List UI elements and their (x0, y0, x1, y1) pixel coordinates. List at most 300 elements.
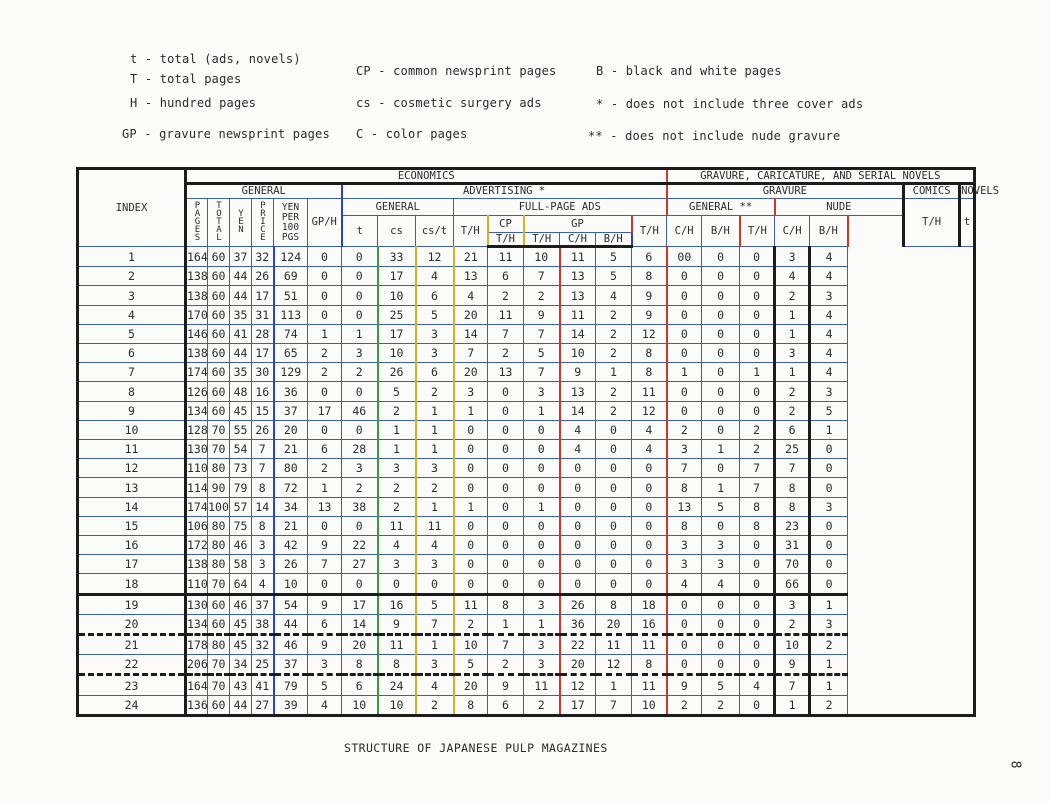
table-cell: 1 (775, 363, 810, 382)
table-cell: 0 (524, 440, 560, 459)
table-cell: 3 (454, 382, 488, 401)
table-cell: 22 (342, 536, 378, 555)
table-cell: 2 (810, 695, 848, 715)
n-th-header: T/H (740, 216, 775, 247)
table-cell: 3 (667, 536, 702, 555)
table-cell: 46 (230, 536, 252, 555)
table-cell: 9 (488, 675, 524, 695)
table-cell: 4 (252, 574, 274, 594)
table-cell: 0 (702, 324, 740, 343)
table-cell: 2 (596, 344, 632, 363)
table-cell: 3 (524, 594, 560, 614)
table-cell: 4 (810, 363, 848, 382)
adv-cs-t-header: cs/t (416, 216, 454, 247)
table-cell: 60 (208, 324, 230, 343)
table-cell: 0 (667, 344, 702, 363)
table-cell: 0 (560, 516, 596, 535)
table-cell: 6 (416, 286, 454, 305)
table-cell: 79 (274, 675, 308, 695)
table-cell: 0 (454, 555, 488, 574)
table-cell: 9 (308, 635, 342, 655)
table-cell: 3 (702, 536, 740, 555)
table-cell: 11 (632, 675, 667, 695)
table-cell: 13 (560, 267, 596, 286)
table-cell: 60 (208, 401, 230, 420)
table-cell: 0 (740, 574, 775, 594)
table-cell: 70 (208, 574, 230, 594)
table-cell: 11 (454, 594, 488, 614)
table-cell: 0 (488, 497, 524, 516)
table-cell: 2 (775, 401, 810, 420)
table-cell: 8 (667, 478, 702, 497)
gravure-header: GRAVURE (667, 184, 904, 199)
gg-th-header: T/H (632, 216, 667, 247)
table-row (78, 363, 975, 382)
table-cell: 6 (632, 247, 667, 267)
table-cell: 0 (702, 614, 740, 634)
row-index: 4 (78, 305, 186, 324)
table-cell: 8 (252, 516, 274, 535)
table-cell: 00 (667, 247, 702, 267)
table-cell: 37 (274, 401, 308, 420)
table-cell: 1 (416, 440, 454, 459)
table-cell: 0 (524, 536, 560, 555)
table-cell: 11 (560, 305, 596, 324)
table-cell: 0 (740, 635, 775, 655)
table-cell: 0 (702, 363, 740, 382)
table-cell: 31 (252, 305, 274, 324)
table-cell: 8 (632, 655, 667, 675)
table-cell: 0 (632, 574, 667, 594)
table-cell: 3 (252, 555, 274, 574)
table-cell: 3 (775, 594, 810, 614)
legend-C: C - color pages (356, 127, 468, 141)
table-cell: 35 (230, 363, 252, 382)
table-cell: 1 (416, 401, 454, 420)
table-row (78, 516, 975, 535)
row-index: 22 (78, 655, 186, 675)
table-cell: 172 (186, 536, 208, 555)
table-cell: 2 (454, 614, 488, 634)
table-cell: 12 (560, 675, 596, 695)
table-cell: 8 (632, 267, 667, 286)
table-cell: 1 (378, 420, 416, 439)
table-cell: 0 (667, 286, 702, 305)
table-cell: 8 (667, 516, 702, 535)
table-cell: 9 (560, 363, 596, 382)
table-cell: 2 (667, 695, 702, 715)
nude-header: NUDE (775, 199, 904, 216)
table-cell: 32 (252, 247, 274, 267)
table-cell: 2 (667, 420, 702, 439)
table-cell: 7 (488, 635, 524, 655)
table-cell: 4 (775, 267, 810, 286)
table-cell: 113 (274, 305, 308, 324)
table-cell: 0 (740, 344, 775, 363)
table-cell: 0 (488, 574, 524, 594)
table-cell: 3 (342, 344, 378, 363)
table-cell: 10 (342, 695, 378, 715)
table-cell: 38 (252, 614, 274, 634)
table-cell: 7 (524, 267, 560, 286)
legend-star: * - does not include three cover ads (596, 97, 864, 111)
table-cell: 2 (488, 344, 524, 363)
table-cell: 6 (775, 420, 810, 439)
table-cell: 6 (416, 363, 454, 382)
index-header: INDEX (78, 169, 186, 247)
table-cell: 27 (342, 555, 378, 574)
table-cell: 11 (378, 516, 416, 535)
row-index: 16 (78, 536, 186, 555)
table-cell: 0 (740, 401, 775, 420)
table-cell: 1 (596, 675, 632, 695)
table-cell: 20 (342, 635, 378, 655)
table-cell: 0 (596, 536, 632, 555)
price-col-header (252, 199, 274, 247)
table-cell: 14 (454, 324, 488, 343)
table-cell: 134 (186, 614, 208, 634)
table-cell: 2 (308, 363, 342, 382)
table-cell: 2 (810, 635, 848, 655)
legend-B: B - black and white pages (596, 64, 782, 78)
table-cell: 73 (230, 459, 252, 478)
table-cell: 11 (416, 516, 454, 535)
table-cell: 0 (667, 324, 702, 343)
table-cell: 10 (775, 635, 810, 655)
table-cell: 10 (274, 574, 308, 594)
row-index: 18 (78, 574, 186, 594)
table-cell: 34 (274, 497, 308, 516)
table-cell: 17 (308, 401, 342, 420)
table-cell: 0 (596, 459, 632, 478)
table-cell: 0 (560, 497, 596, 516)
pages-label: PAGES (192, 201, 203, 241)
table-row (78, 695, 975, 715)
table-cell: 16 (632, 614, 667, 634)
table-cell: 21 (274, 516, 308, 535)
table-cell: 35 (230, 305, 252, 324)
table-cell: 12 (596, 655, 632, 675)
table-cell: 0 (488, 478, 524, 497)
table-cell: 0 (702, 635, 740, 655)
table-cell: 3 (775, 247, 810, 267)
table-cell: 9 (632, 286, 667, 305)
table-cell: 30 (252, 363, 274, 382)
table-cell: 0 (667, 614, 702, 634)
table-cell: 1 (775, 305, 810, 324)
novels-header: NOVELS (961, 185, 1000, 197)
table-cell: 0 (454, 574, 488, 594)
table-row (78, 401, 975, 420)
table-cell: 8 (632, 363, 667, 382)
table-cell: 4 (560, 440, 596, 459)
table-cell: 72 (274, 478, 308, 497)
table-cell: 1 (740, 363, 775, 382)
table-cell: 0 (488, 516, 524, 535)
table-cell: 26 (252, 267, 274, 286)
row-index: 3 (78, 286, 186, 305)
table-cell: 17 (378, 324, 416, 343)
table-row (78, 574, 975, 594)
gravure-group-header: GRAVURE, CARICATURE, AND SERIAL NOVELS (667, 169, 975, 184)
table-cell: 4 (378, 536, 416, 555)
table-cell: 2 (342, 478, 378, 497)
table-cell: 1 (524, 401, 560, 420)
table-cell: 7 (252, 459, 274, 478)
table-cell: 13 (560, 382, 596, 401)
table-cell: 138 (186, 555, 208, 574)
row-index: 13 (78, 478, 186, 497)
table-cell: 4 (632, 420, 667, 439)
table-cell: 48 (230, 382, 252, 401)
table-cell: 45 (230, 401, 252, 420)
row-index: 7 (78, 363, 186, 382)
table-cell: 0 (308, 516, 342, 535)
table-cell: 5 (596, 267, 632, 286)
table-cell: 45 (230, 614, 252, 634)
table-cell: 23 (775, 516, 810, 535)
table-cell: 70 (208, 675, 230, 695)
table-cell: 3 (524, 635, 560, 655)
table-cell: 146 (186, 324, 208, 343)
table-cell: 0 (342, 382, 378, 401)
table-cell: 7 (596, 695, 632, 715)
table-cell: 0 (560, 555, 596, 574)
table-cell: 8 (454, 695, 488, 715)
table-row (78, 555, 975, 574)
table-cell: 2 (524, 695, 560, 715)
table-cell: 66 (775, 574, 810, 594)
table-cell: 20 (454, 363, 488, 382)
table-cell: 10 (378, 695, 416, 715)
gp-header: GP (524, 216, 632, 233)
table-cell: 2 (596, 324, 632, 343)
yen-per-header: YEN PER 100 PGS (274, 199, 308, 247)
table-cell: 70 (208, 655, 230, 675)
table-cell: 0 (740, 305, 775, 324)
table-cell: 0 (524, 555, 560, 574)
table-cell: 0 (342, 420, 378, 439)
table-cell: 8 (252, 478, 274, 497)
cp-header: CP (488, 216, 524, 233)
table-cell: 46 (342, 401, 378, 420)
table-cell: 0 (454, 440, 488, 459)
table-cell: 1 (308, 478, 342, 497)
table-cell: 2 (416, 478, 454, 497)
table-cell: 10 (454, 635, 488, 655)
table-cell: 70 (208, 440, 230, 459)
table-cell: 1 (596, 363, 632, 382)
table-cell: 136 (186, 695, 208, 715)
table-cell: 0 (667, 305, 702, 324)
table-cell: 164 (186, 247, 208, 267)
table-cell: 11 (488, 305, 524, 324)
table-cell: 4 (810, 305, 848, 324)
table-cell: 65 (274, 344, 308, 363)
table-cell: 3 (416, 459, 454, 478)
table-cell: 1 (488, 614, 524, 634)
table-cell: 80 (208, 555, 230, 574)
table-cell: 1 (454, 401, 488, 420)
table-cell: 0 (488, 382, 524, 401)
page-number: 8 (1007, 760, 1023, 769)
table-cell: 9 (632, 305, 667, 324)
table-cell: 9 (775, 655, 810, 675)
table-cell: 14 (252, 497, 274, 516)
row-index: 20 (78, 614, 186, 634)
table-cell: 44 (230, 267, 252, 286)
table-cell: 0 (308, 420, 342, 439)
table-cell: 0 (740, 655, 775, 675)
table-cell: 0 (632, 497, 667, 516)
row-index: 10 (78, 420, 186, 439)
table-cell: 2 (740, 440, 775, 459)
table-cell: 0 (488, 459, 524, 478)
table-cell: 0 (342, 516, 378, 535)
table-cell: 80 (208, 635, 230, 655)
table-cell: 134 (186, 401, 208, 420)
table-cell: 2 (416, 695, 454, 715)
table-cell: 0 (454, 516, 488, 535)
table-cell: 4 (596, 286, 632, 305)
table-cell: 1 (775, 324, 810, 343)
table-cell: 11 (596, 635, 632, 655)
table-cell: 4 (667, 574, 702, 594)
table-cell: 4 (454, 286, 488, 305)
table-cell: 7 (775, 675, 810, 695)
table-cell: 0 (454, 536, 488, 555)
table-cell: 0 (740, 536, 775, 555)
table-cell: 1 (524, 614, 560, 634)
table-cell: 14 (560, 324, 596, 343)
table-cell: 8 (378, 655, 416, 675)
table-cell: 26 (252, 420, 274, 439)
table-row (78, 440, 975, 459)
table-cell: 0 (667, 267, 702, 286)
table-cell: 10 (560, 344, 596, 363)
table-cell: 9 (308, 536, 342, 555)
table-cell: 3 (416, 655, 454, 675)
table-cell: 4 (810, 344, 848, 363)
novels-t-header: t (960, 199, 975, 247)
table-cell: 9 (667, 675, 702, 695)
comics-th-header: T/H (904, 199, 960, 247)
table-cell: 13 (560, 286, 596, 305)
table-cell: 3 (342, 459, 378, 478)
table-cell: 28 (342, 440, 378, 459)
table-cell: 0 (632, 459, 667, 478)
table-cell: 0 (740, 247, 775, 267)
table-cell: 60 (208, 363, 230, 382)
table-cell: 13 (488, 363, 524, 382)
table-cell: 4 (810, 247, 848, 267)
table-cell: 3 (308, 655, 342, 675)
table-cell: 80 (274, 459, 308, 478)
legend-T: T - total pages (130, 72, 242, 86)
table-cell: 0 (308, 286, 342, 305)
table-cell: 1 (775, 695, 810, 715)
table-cell: 1 (702, 478, 740, 497)
table-cell: 44 (230, 344, 252, 363)
table-cell: 0 (740, 286, 775, 305)
table-cell: 0 (702, 401, 740, 420)
table-cell: 3 (775, 344, 810, 363)
table-cell: 7 (775, 459, 810, 478)
table-cell: 17 (342, 594, 378, 614)
full-page-header: FULL-PAGE ADS (454, 199, 667, 216)
table-cell: 0 (560, 574, 596, 594)
table-cell: 5 (378, 382, 416, 401)
table-cell: 3 (416, 344, 454, 363)
table-cell: 0 (596, 516, 632, 535)
table-cell: 0 (488, 420, 524, 439)
table-cell: 0 (488, 536, 524, 555)
table-cell: 9 (524, 305, 560, 324)
table-cell: 3 (667, 555, 702, 574)
table-cell: 36 (560, 614, 596, 634)
row-index: 12 (78, 459, 186, 478)
table-cell: 0 (308, 247, 342, 267)
table-cell: 46 (230, 594, 252, 614)
table-cell: 3 (252, 536, 274, 555)
table-cell: 7 (740, 478, 775, 497)
table-cell: 3 (810, 382, 848, 401)
table-cell: 41 (252, 675, 274, 695)
row-index: 6 (78, 344, 186, 363)
table-cell: 22 (560, 635, 596, 655)
table-cell: 0 (632, 536, 667, 555)
table-cell: 25 (252, 655, 274, 675)
table-cell: 8 (740, 516, 775, 535)
table-cell: 0 (810, 459, 848, 478)
table-cell: 26 (560, 594, 596, 614)
table-cell: 0 (810, 555, 848, 574)
table-cell: 1 (810, 420, 848, 439)
table-cell: 7 (488, 324, 524, 343)
table-cell: 26 (274, 555, 308, 574)
table-cell: 20 (454, 305, 488, 324)
table-cell: 4 (810, 324, 848, 343)
table-cell: 44 (230, 286, 252, 305)
table-cell: 60 (208, 305, 230, 324)
table-cell: 0 (596, 478, 632, 497)
table-cell: 110 (186, 574, 208, 594)
table-cell: 178 (186, 635, 208, 655)
table-cell: 3 (378, 555, 416, 574)
table-cell: 4 (810, 267, 848, 286)
table-cell: 0 (667, 635, 702, 655)
table-cell: 0 (454, 478, 488, 497)
table-cell: 1 (810, 675, 848, 695)
table-cell: 0 (702, 247, 740, 267)
legend-GP: GP - gravure newsprint pages (122, 127, 330, 141)
table-cell: 18 (632, 594, 667, 614)
table-cell: 124 (274, 247, 308, 267)
table-cell: 1 (667, 363, 702, 382)
table-cell: 12 (632, 324, 667, 343)
table-cell: 1 (308, 324, 342, 343)
table-cell: 0 (596, 497, 632, 516)
table-cell: 75 (230, 516, 252, 535)
table-cell: 0 (308, 305, 342, 324)
table-cell: 0 (560, 478, 596, 497)
table-cell: 3 (416, 324, 454, 343)
table-cell: 4 (416, 675, 454, 695)
table-cell: 37 (230, 247, 252, 267)
table-cell: 33 (378, 247, 416, 267)
table-cell: 174 (186, 363, 208, 382)
table-cell: 1 (416, 497, 454, 516)
